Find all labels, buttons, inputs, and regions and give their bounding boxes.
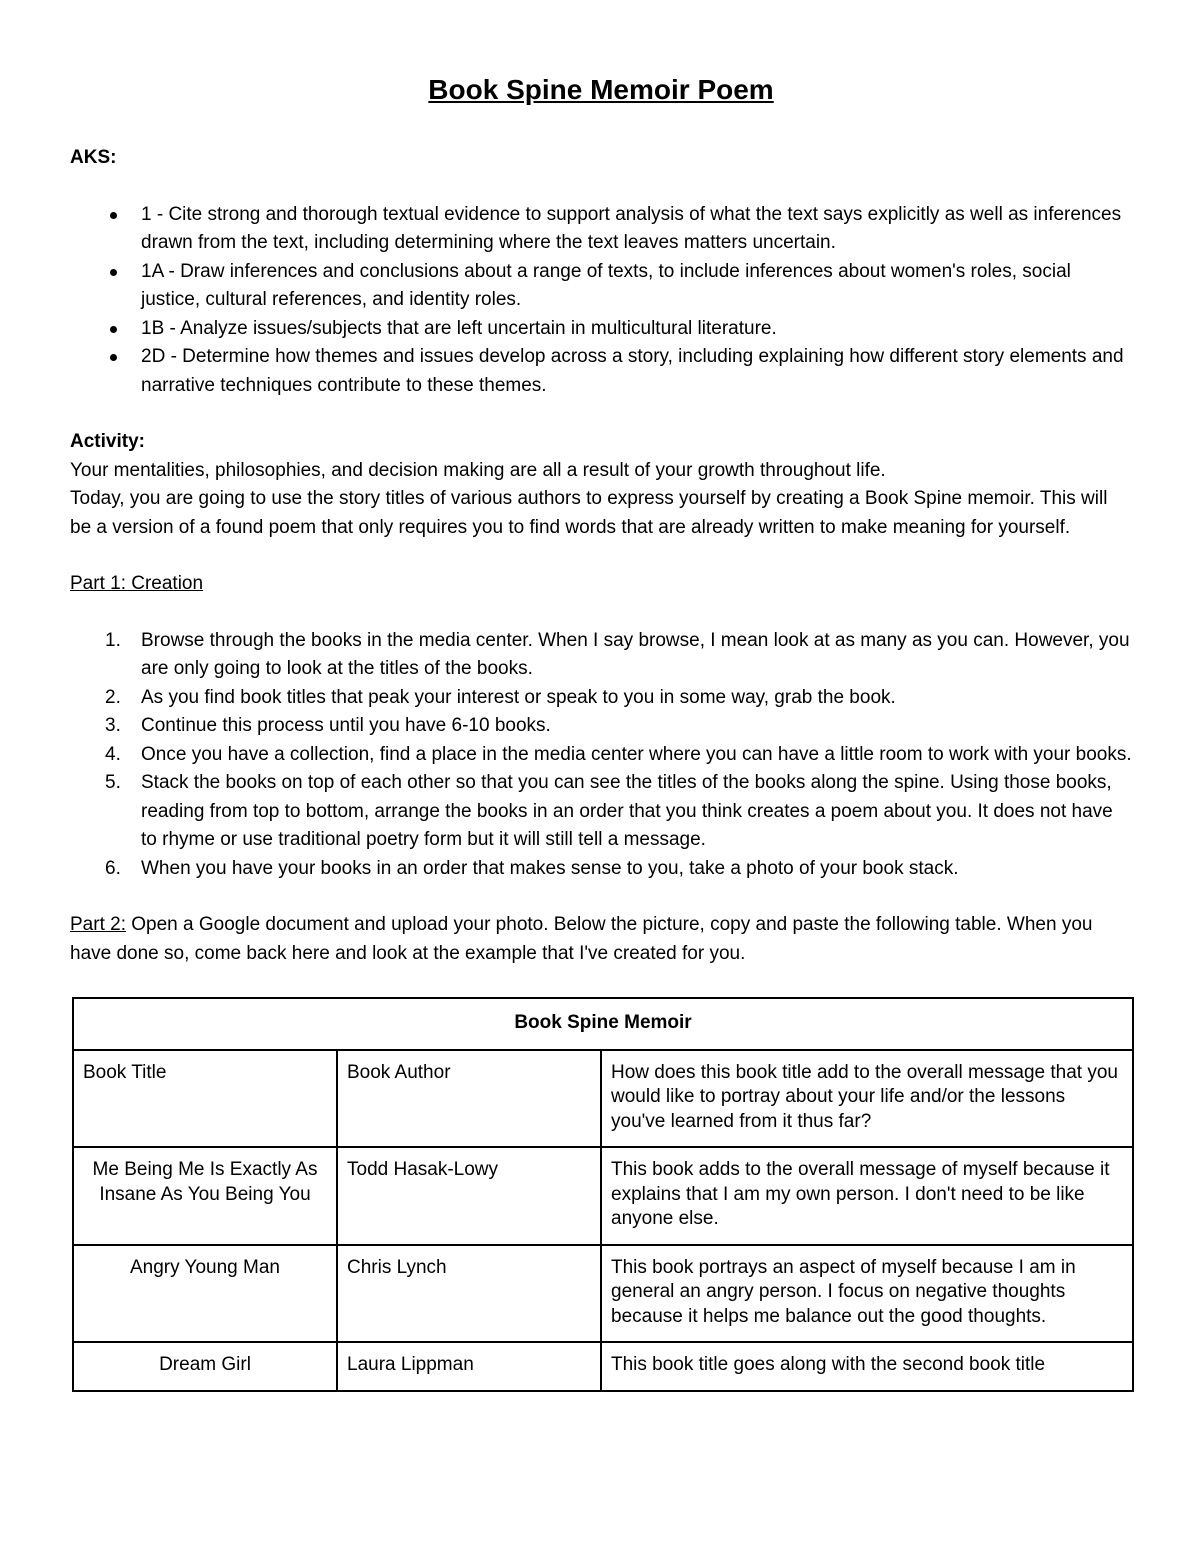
step-text: Continue this process until you have 6-10 books. (141, 715, 551, 736)
step-number: 5. (105, 772, 121, 793)
step-number: 2. (105, 686, 121, 708)
step-item (70, 741, 1132, 770)
aks-item: 1B - Analyze issues/subjects that are left uncertain in multicultural literature. (70, 315, 1132, 344)
part2-paragraph (70, 911, 1132, 968)
step-text: Once you have a collection, find a place in the media center where you can have a little room to work with your books. (141, 743, 1132, 765)
activity-heading: Activity: (70, 431, 145, 452)
book-author-cell: Todd Hasak-Lowy (337, 1147, 601, 1245)
step-text: As you find book titles that peak your interest or speak to you in some way, grab the book. (141, 686, 896, 708)
table-header-cell: Book Author (337, 1050, 601, 1148)
table-header-cell: Book Title (73, 1050, 337, 1148)
table-row (73, 1147, 1133, 1245)
table-header-cell: How does this book title add to the overall message that you would like to portray about your life and/or the lessons you've learned from it thus far? (601, 1050, 1133, 1148)
step-item (70, 855, 1132, 884)
book-title-cell: Dream Girl (73, 1342, 337, 1391)
table-caption: Book Spine Memoir (73, 998, 1133, 1050)
step-item (70, 769, 1132, 855)
part1-steps (70, 627, 1132, 884)
aks-item: 1 - Cite strong and thorough textual evidence to support analysis of what the text says explicitly as well as inferences drawn from the text, including determining where the text leaves matters uncertain. (70, 201, 1132, 258)
step-item (70, 627, 1132, 684)
book-author-cell: Chris Lynch (337, 1245, 601, 1343)
book-message-cell: This book portrays an aspect of myself because I am in general an angry person. I focus on negative thoughts because it helps me balance out the good thoughts. (601, 1245, 1133, 1343)
step-text: Stack the books on top of each other so that you can see the titles of the books along the spine. Using those books, reading from top to bottom, arrange the books in an order that you think creates a poem about you. It does not have to rhyme or use traditional poetry form but it will still tell a message. (141, 772, 1113, 850)
aks-heading: AKS: (70, 147, 117, 168)
step-number: 4. (105, 743, 121, 765)
book-message-cell: This book adds to the overall message of myself because it explains that I am my own person. I don't need to be like anyone else. (601, 1147, 1133, 1245)
part2-label: Part 2: (70, 914, 126, 935)
table-header-row (73, 1050, 1133, 1148)
book-message-cell: This book title goes along with the second book title (601, 1342, 1133, 1391)
page-title: Book Spine Memoir Poem (428, 74, 774, 105)
activity-line-2: Today, you are going to use the story titles of various authors to express yourself by creating a Book Spine memoir. This will be a version of a found poem that only requires you to find words that are already written to make meaning for yourself. (70, 488, 1108, 538)
aks-item: 1A - Draw inferences and conclusions about a range of texts, to include inferences about women's roles, social justice, cultural references, and identity roles. (70, 258, 1132, 315)
step-item (70, 712, 1132, 741)
step-number: 3. (105, 715, 121, 736)
memoir-table (72, 997, 1134, 1392)
step-text: Browse through the books in the media center. When I say browse, I mean look at as many as you can. However, you are only going to look at the titles of the books. (141, 629, 1130, 679)
activity-line-1: Your mentalities, philosophies, and decision making are all a result of your growth throughout life. (70, 459, 886, 481)
aks-item: 2D - Determine how themes and issues develop across a story, including explaining how different story elements and narrative techniques contribute to these themes. (70, 343, 1132, 400)
step-number: 6. (105, 857, 121, 879)
step-item (70, 684, 1132, 713)
part1-heading: Part 1: Creation (70, 573, 204, 594)
book-title-cell: Angry Young Man (73, 1245, 337, 1343)
table-row (73, 1342, 1133, 1391)
table-row (73, 1245, 1133, 1343)
part2-text: Open a Google document and upload your photo. Below the picture, copy and paste the following table. When you have done so, come back here and look at the example that I've created for you. (70, 914, 1093, 964)
step-number: 1. (105, 629, 121, 651)
book-author-cell: Laura Lippman (337, 1342, 601, 1391)
document-page (70, 70, 1132, 1392)
aks-list (70, 201, 1132, 401)
book-title-cell: Me Being Me Is Exactly As Insane As You Being You (73, 1147, 337, 1245)
step-text: When you have your books in an order that makes sense to you, take a photo of your book stack. (141, 857, 959, 879)
